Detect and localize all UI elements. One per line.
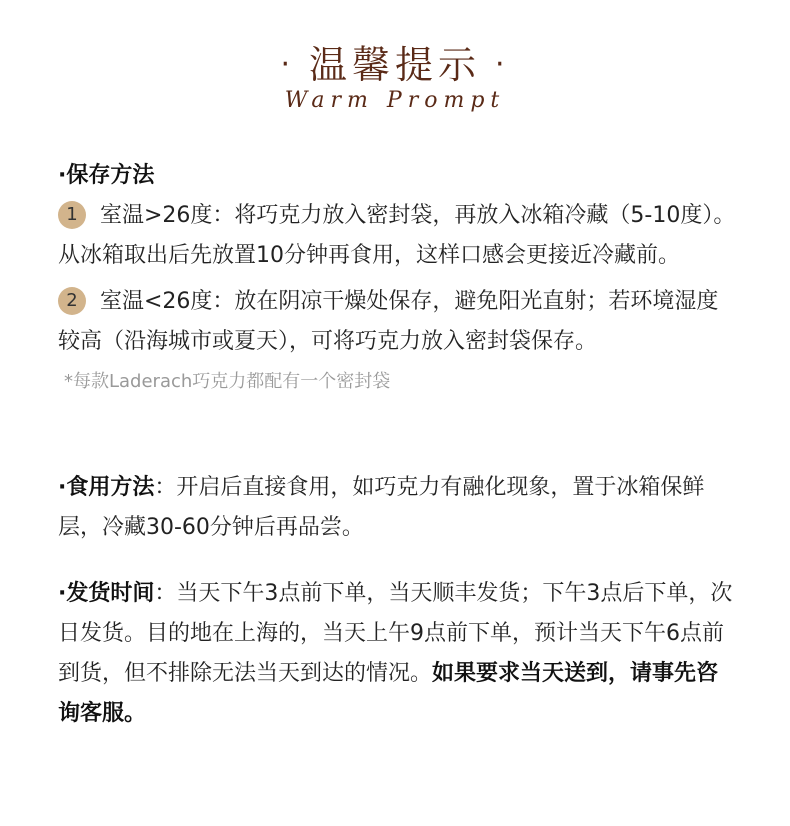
storage-step-2 (58, 282, 738, 362)
storage-step-1 (58, 196, 738, 276)
seal-bag-note: *每款Laderach巧克力都配有一个密封袋 (64, 371, 391, 392)
usage-section (58, 468, 738, 548)
title-text: 温馨提示 (308, 43, 481, 87)
step-text: 室温<26度：放在阴凉干燥处保存，避免阳光直射；若环境湿度较高（沿海城市或夏天），可将巧克力放入密封袋保存。 (58, 289, 719, 354)
usage-text: ：开启后直接食用，如巧克力有融化现象，置于冰箱保鲜层，冷藏30-60分钟后再品尝。 (58, 475, 705, 540)
page-subtitle: Warm Prompt (284, 88, 506, 113)
storage-heading: ·保存方法 (58, 163, 155, 188)
step-text: 室温>26度：将巧克力放入密封袋，再放入冰箱冷藏（5-10度）。从冰箱取出后先放置10分钟再食用，这样口感会更接近冷藏前。 (58, 203, 736, 268)
shipping-text: ：当天下午3点前下单，当天顺丰发货；下午3点后下单，次日发货。目的地在上海的，当天上午9点前下单，预计当天下午6点前到货，但不排除无法当天到达的情况。 (58, 581, 733, 686)
shipping-heading: ·发货时间 (58, 581, 155, 606)
bullet: · (58, 163, 67, 188)
step-number-badge: 1 (58, 201, 86, 229)
page-title (0, 40, 790, 90)
shipping-section (58, 574, 738, 734)
shipping-bold-text: 如果要求当天送到，请事先咨询客服。 (58, 661, 719, 726)
title-dot-left: · (280, 47, 295, 82)
step-number-badge: 2 (58, 287, 86, 315)
title-dot-right: · (495, 47, 510, 82)
storage-section (58, 156, 738, 402)
usage-heading: ·食用方法 (58, 475, 155, 500)
